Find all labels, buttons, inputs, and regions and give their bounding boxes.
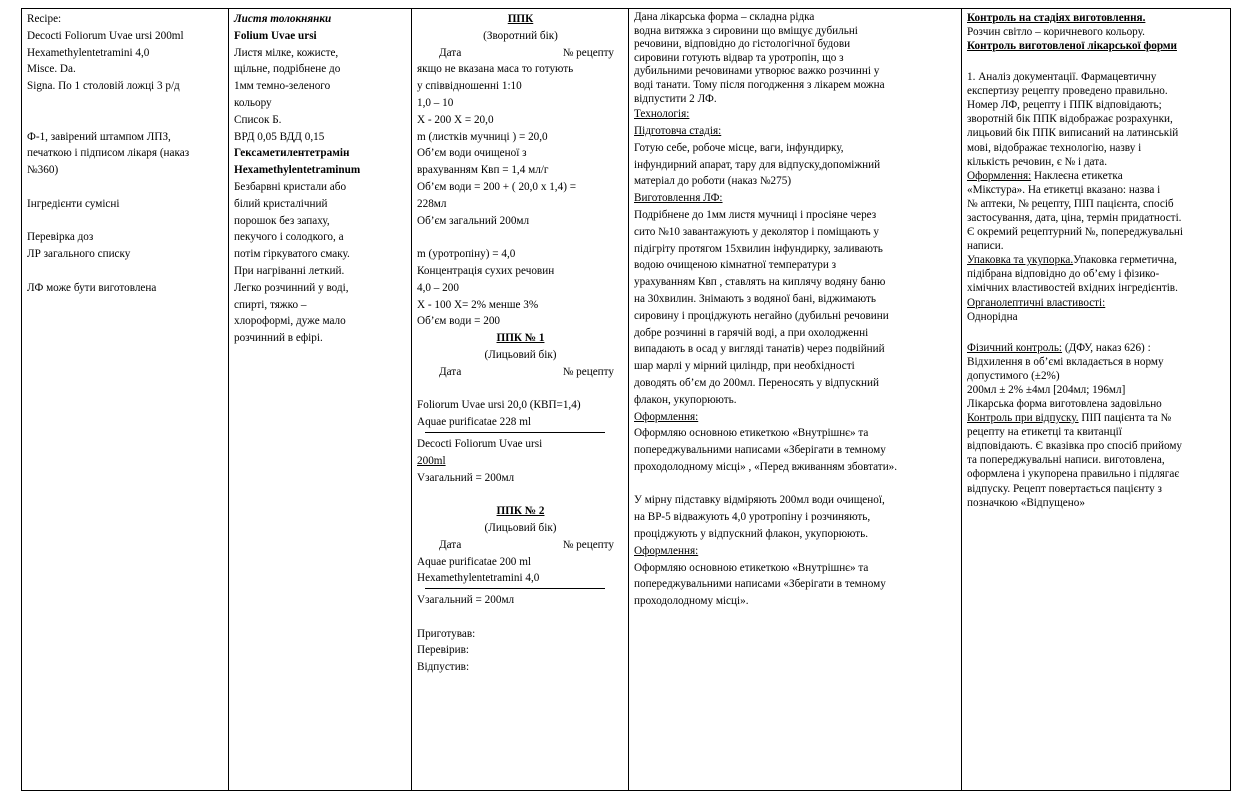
calc-line: Х - 100 Х= 2% менше 3% (417, 298, 539, 311)
section-heading: Оформлення: (634, 410, 699, 423)
make-line: підігріту протягом 15хвилин інфундирку, заливають (634, 242, 883, 255)
analysis-line: зворотній бік ППК відображає розрахунки, (967, 113, 1173, 126)
second-form-line: У мірну підставку відміряють 200мл води очищеної, (634, 494, 885, 507)
ppk1-title: ППК № 1 (496, 332, 545, 345)
doses: ВРД 0,05 ВДД 0,15 (234, 130, 325, 143)
release-line: відповідають. Є вказівка про спосіб прийому (967, 440, 1183, 453)
ingredient-latin: Hexamethylentetraminum (234, 164, 361, 177)
design-line: проходолодному місці». (634, 595, 749, 608)
ppk-side: (Лицьовий бік) (484, 521, 557, 534)
ingredients-column (229, 9, 412, 790)
ingredient-desc: 1мм темно-зеленого (234, 80, 331, 93)
make-line: сито №10 завантажують у деколятор і поміщають у (634, 225, 879, 238)
technology-column (629, 9, 962, 790)
sign-line: Відпустив: (417, 661, 470, 674)
pack-line: підібрана відповідно до об’єму і фізико- (967, 268, 1160, 281)
dose-check: Перевірка доз (27, 231, 94, 244)
recipe-line: Hexamethylentetramini 4,0 (27, 46, 150, 59)
stamp-note: печаткою і підписом лікаря (наказ (27, 147, 190, 160)
section-heading: Виготовлення ЛФ: (634, 192, 723, 205)
intro-line: воді танати. Тому після погодження з лікарем можна (634, 78, 885, 91)
ingredient-title: Листя толокнянки (234, 13, 332, 25)
release-label: Контроль при відпуску. (967, 412, 1079, 425)
release-first: ПІП пацієнта та № (1078, 412, 1172, 425)
ingredient-desc: Листя мілке, кожисте, (234, 46, 339, 59)
calc-line: врахуванням Квп = 1,4 мл/г (417, 164, 549, 177)
calc-line: Об’єм води = 200 + ( 20,0 х 1,4) = (417, 180, 577, 193)
prep-line: Готую себе, робоче місце, ваги, інфундирку, (634, 141, 844, 154)
recipe-line: Recipe: (27, 13, 62, 25)
release-line: рецепту на етикетці та квитанції (967, 426, 1122, 439)
recipe-column (22, 9, 229, 790)
date-label: Дата (439, 365, 462, 378)
make-line: випадають в осад у вигляді танатів) через подвійний (634, 343, 885, 356)
ppk1-line: 200ml (417, 454, 446, 467)
ppk1-line: Decocti Foliorum Uvae ursi (417, 437, 543, 450)
make-line: флакон, укупорюють. (634, 393, 737, 406)
ingredient-desc: хлороформі, дуже мало (234, 315, 346, 328)
calc-line: Об’єм води очищеної з (417, 147, 527, 160)
stamp-note: №360) (27, 164, 59, 177)
intro-line: Дана лікарська форма – складна рідка (634, 11, 815, 23)
phys-line: Відхилення в об’ємі вкладається в норму (967, 355, 1164, 368)
divider-line (425, 588, 605, 589)
ingredient-latin: Folium Uvae ursi (234, 29, 317, 42)
second-form-line: на ВР-5 відважують 4,0 уротропіну і розчиняють, (634, 511, 871, 524)
volume-total: Vзагальний = 200мл (417, 471, 515, 484)
dose-check: ЛР загального списку (27, 248, 131, 261)
phys-first: (ДФУ, наказ 626) : (1062, 341, 1151, 354)
calc-line: Х - 200 Х = 20,0 (417, 113, 494, 126)
release-line: позначкою «Відпущено» (967, 496, 1085, 509)
calc-line: 4,0 – 200 (417, 281, 459, 294)
ingredient-desc: Легко розчинний у воді, (234, 281, 349, 294)
release-line: оформлена і укупорена правильно і підлягає (967, 468, 1180, 481)
ingredient-desc: щільне, подрібнене до (234, 63, 341, 76)
second-form-line: проціджують у відпускний флакон, укупорюють. (634, 528, 869, 541)
intro-line: відпустити 2 ЛФ. (634, 92, 717, 105)
intro-line: сировини готують відвар та уротропін, що з (634, 51, 844, 64)
phys-line: Лікарська форма виготовлена задовільно (967, 397, 1162, 410)
phys-line: допустимого (±2%) (967, 369, 1060, 382)
section-heading: Технологія: (634, 108, 690, 121)
ppk1-line: Foliorum Uvae ursi 20,0 (КВП=1,4) (417, 399, 581, 412)
control-heading: Контроль виготовленої лікарської форми (967, 40, 1177, 53)
design-line: застосування, дата, ціна, термін придатності. (967, 212, 1182, 225)
divider-line (425, 432, 605, 433)
date-label: Дата (439, 538, 462, 551)
analysis-line: лицьовий бік ППК виписаний на латинській (967, 127, 1179, 140)
design-line: № аптеки, № рецепту, ПІП пацієнта, спосіб (967, 197, 1174, 210)
analysis-line: експертизу рецепту проведено правильно. (967, 85, 1168, 98)
pack-first: Упаковка герметична, (1073, 254, 1177, 267)
analysis-line: Номер ЛФ, рецепту і ППК відповідають; (967, 99, 1162, 112)
recipe-line: Misce. Da. (27, 63, 76, 76)
ingredient-desc: спирті, тяжко – (234, 298, 307, 311)
list-label: Список Б. (234, 113, 282, 126)
ingredient-desc: білий кристалічний (234, 197, 328, 210)
ingredient-desc: пекучого і солодкого, а (234, 231, 344, 244)
release-line: відпуску. Рецепт повертається пацієнту з (967, 482, 1162, 495)
stamp-note: Ф-1, завірений штампом ЛПЗ, (27, 130, 171, 143)
ppk-column (412, 9, 629, 790)
sign-line: Перевірив: (417, 644, 469, 657)
intro-line: водна витяжка з сировини що вміщує дубильні (634, 24, 858, 37)
calc-line: 1,0 – 10 (417, 96, 454, 109)
calc-line: 228мл (417, 197, 447, 210)
design-line: попереджувальними написами «Зберігати в темному (634, 578, 886, 591)
design-line: Оформляю основною етикеткою «Внутрішнє» та (634, 427, 869, 440)
calc-line: Об’єм води = 200 (417, 315, 501, 328)
ppk-side: (Лицьовий бік) (484, 348, 557, 361)
calc-line: у співвідношенні 1:10 (417, 80, 522, 93)
pack-label: Упаковка та укупорка. (967, 254, 1074, 267)
calc-line: якщо не вказана маса то готують (417, 63, 574, 76)
recipe-no-label: № рецепту (562, 538, 614, 551)
section-heading: Оформлення: (634, 544, 699, 557)
analysis-line: кількість речовин, є № і дата. (967, 155, 1108, 168)
calc-line: Концентрація сухих речовин (417, 264, 555, 277)
ingredient-desc: При нагріванні леткий. (234, 264, 345, 277)
control-column (962, 9, 1230, 790)
make-line: доводять об’єм до 200мл. Переносять у відпускний (634, 376, 879, 389)
prep-line: інфундирний апарат, тару для відпуску,допоміжний (634, 158, 881, 171)
section-heading: Підготовча стадія: (634, 124, 722, 137)
make-line: на 30хвилин. Знімають з водяної бані, віджимають (634, 292, 876, 305)
document-table (21, 8, 1231, 791)
recipe-line: Signa. По 1 столовій ложці 3 р/д (27, 80, 180, 93)
ingredient-desc: потім гіркуватого смаку. (234, 248, 350, 261)
make-line: урахуванням Квп , ставлять на киплячу водяну баню (634, 276, 886, 289)
ppk2-line: Aquae purificatae 200 ml (417, 555, 532, 568)
ppk1-line: Aquae purificatae 228 ml (417, 416, 532, 429)
control-line: Розчин світло – коричневого кольору. (967, 26, 1145, 39)
organo-label: Органолептичні властивості: (967, 296, 1106, 309)
recipe-line: Decocti Foliorum Uvae ursi 200ml (27, 29, 184, 42)
ppk2-line: Hexamethylentetramini 4,0 (417, 572, 540, 585)
control-heading: Контроль на стадіях виготовлення. (967, 12, 1146, 24)
intro-line: дубильними речовинами утворює важко розчинні у (634, 65, 880, 78)
design-line: Оформляю основною етикеткою «Внутрішнє» та (634, 561, 869, 574)
release-line: та попереджувальні написи. виготовлена, (967, 454, 1165, 467)
design-line: проходолодному місці» , «Перед вживанням збовтати». (634, 460, 898, 473)
calc-line: m (листків мучниці ) = 20,0 (417, 130, 548, 143)
design-line: попереджувальними написами «Зберігати в темному (634, 444, 886, 457)
calc-line: m (уротропіну) = 4,0 (417, 248, 516, 261)
compatibility-note: Інгредієнти сумісні (27, 197, 120, 210)
analysis-line: 1. Аналіз документації. Фармацевтичну (967, 71, 1157, 84)
organo-line: Однорідна (967, 310, 1018, 323)
ppk-title: ППК (507, 13, 534, 25)
phys-label: Фізичний контроль: (967, 341, 1063, 354)
ingredient-desc: порошок без запаху, (234, 214, 330, 227)
prep-line: матеріал до роботи (наказ №275) (634, 175, 792, 188)
ppk2-title: ППК № 2 (496, 505, 545, 518)
design-first: Наклеєна етикетка (1031, 169, 1123, 182)
design-label: Оформлення: (967, 169, 1032, 182)
recipe-no-label: № рецепту (562, 365, 614, 378)
pack-line: хімічних властивостей вхідних інгредієнтів. (967, 282, 1178, 295)
design-line: Є окремий рецептурний №, попереджувальні (967, 226, 1184, 239)
ingredient-title: Гексаметилентетрамін (234, 147, 350, 160)
ingredient-desc: Безбарвні кристали або (234, 180, 347, 193)
phys-line: 200мл ± 2% ±4мл [204мл; 196мл] (967, 383, 1126, 396)
conclusion: ЛФ може бути виготовлена (27, 281, 157, 294)
make-line: шар марлі у мірний циліндр, при необхідності (634, 360, 855, 373)
date-label: Дата (439, 46, 462, 59)
calc-line: Об’єм загальний 200мл (417, 214, 530, 227)
make-line: добре розчинні в гарячій воді, а при охолодженні (634, 326, 869, 339)
make-line: сировину і проціджують негайно (дубильні речовини (634, 309, 889, 322)
design-line: «Мікстура». На етикетці вказано: назва і (967, 183, 1161, 196)
ingredient-desc: розчинний в ефірі. (234, 332, 323, 345)
intro-line: речовини, відповідно до гістологічної будови (634, 38, 851, 51)
analysis-line: мові, відображає технологію, назву і (967, 141, 1142, 154)
ingredient-desc: кольору (234, 96, 272, 109)
volume-total: Vзагальний = 200мл (417, 594, 515, 607)
sign-line: Приготував: (417, 627, 476, 640)
recipe-no-label: № рецепту (562, 46, 614, 59)
make-line: водою очищеною кімнатної температури з (634, 259, 837, 272)
make-line: Подрібнене до 1мм листя мучниці і просіяне через (634, 208, 877, 221)
design-line: написи. (967, 240, 1004, 253)
ppk-side: (Зворотний бік) (483, 29, 558, 42)
